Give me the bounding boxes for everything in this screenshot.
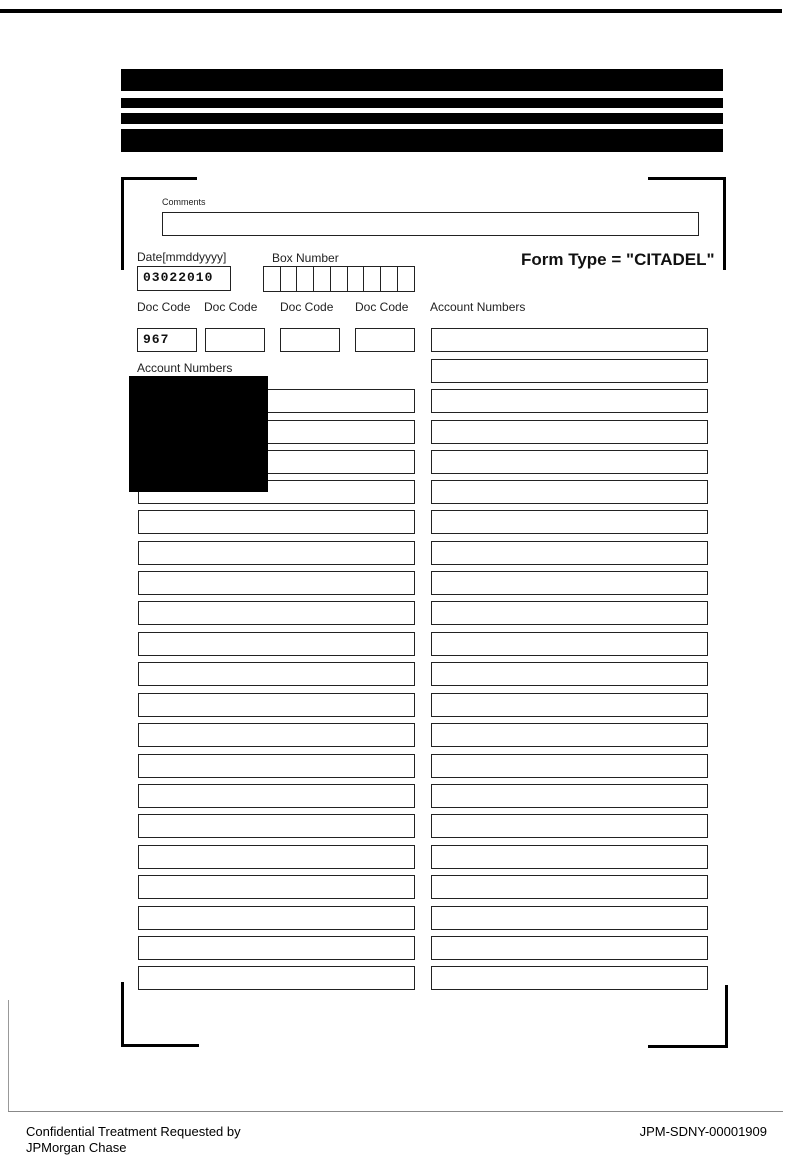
- account-number-field[interactable]: [138, 693, 415, 717]
- comments-field[interactable]: [162, 212, 699, 236]
- account-number-field[interactable]: [431, 571, 708, 595]
- account-number-field[interactable]: [431, 936, 708, 960]
- account-number-field[interactable]: [431, 784, 708, 808]
- top-border-line: [0, 9, 782, 13]
- box-number-label: Box Number: [272, 251, 339, 265]
- redaction-bar: [121, 113, 723, 124]
- doc-code-label: Doc Code: [355, 300, 409, 314]
- bates-number: JPM-SDNY-00001909: [639, 1124, 767, 1139]
- redaction-bar: [121, 98, 723, 108]
- redaction-bar: [121, 69, 723, 91]
- confidential-notice-line: Confidential Treatment Requested by: [26, 1124, 241, 1139]
- account-number-field[interactable]: [138, 814, 415, 838]
- box-number-cell: [280, 266, 298, 292]
- footer-divider: [8, 1111, 783, 1112]
- box-number-cell: [313, 266, 331, 292]
- doc-code-label: Doc Code: [137, 300, 191, 314]
- confidential-notice: [26, 1124, 241, 1156]
- account-number-field[interactable]: [431, 420, 708, 444]
- corner-mark-bottom-left: [121, 982, 199, 1047]
- doc-code-label: Doc Code: [204, 300, 258, 314]
- box-number-cell: [363, 266, 381, 292]
- doc-code-field[interactable]: [355, 328, 415, 352]
- account-number-field[interactable]: [431, 450, 708, 474]
- form-type-title: Form Type = "CITADEL": [521, 250, 715, 269]
- account-numbers-label: Account Numbers: [137, 361, 233, 375]
- doc-code-field[interactable]: 967: [137, 328, 197, 352]
- account-number-field[interactable]: [431, 966, 708, 990]
- account-number-field[interactable]: [138, 723, 415, 747]
- account-number-field[interactable]: [431, 845, 708, 869]
- redaction-block: [129, 376, 268, 492]
- box-number-cell: [380, 266, 398, 292]
- account-number-field[interactable]: [138, 541, 415, 565]
- account-number-field[interactable]: [431, 906, 708, 930]
- account-number-field[interactable]: [138, 845, 415, 869]
- account-number-field[interactable]: [138, 875, 415, 899]
- date-field[interactable]: 03022010: [137, 266, 231, 291]
- confidential-notice-line: JPMorgan Chase: [26, 1140, 127, 1155]
- account-number-field[interactable]: [138, 754, 415, 778]
- box-number-field[interactable]: [263, 266, 415, 292]
- account-number-field[interactable]: [431, 389, 708, 413]
- account-number-field[interactable]: [138, 966, 415, 990]
- corner-mark-bottom-right: [648, 985, 728, 1048]
- redaction-bar: [121, 129, 723, 152]
- date-label: Date[mmddyyyy]: [137, 250, 227, 264]
- box-number-cell: [263, 266, 281, 292]
- account-number-field[interactable]: [431, 480, 708, 504]
- box-number-cell: [397, 266, 415, 292]
- page-edge-line: [8, 1000, 9, 1112]
- account-number-field[interactable]: [431, 541, 708, 565]
- account-number-field[interactable]: [431, 359, 708, 383]
- box-number-cell: [347, 266, 365, 292]
- account-number-field[interactable]: [431, 754, 708, 778]
- account-number-field[interactable]: [138, 632, 415, 656]
- account-number-field[interactable]: [431, 723, 708, 747]
- account-number-field[interactable]: [138, 936, 415, 960]
- box-number-cell: [296, 266, 314, 292]
- account-number-field[interactable]: [138, 571, 415, 595]
- comments-label: Comments: [162, 197, 206, 207]
- doc-code-field[interactable]: [280, 328, 340, 352]
- account-number-field[interactable]: [431, 632, 708, 656]
- account-number-field[interactable]: [431, 814, 708, 838]
- account-numbers-label: Account Numbers: [430, 300, 526, 314]
- doc-code-field[interactable]: [205, 328, 265, 352]
- account-number-field[interactable]: [138, 601, 415, 625]
- account-number-field[interactable]: [138, 510, 415, 534]
- account-number-field[interactable]: [431, 601, 708, 625]
- account-number-field[interactable]: [138, 906, 415, 930]
- box-number-cell: [330, 266, 348, 292]
- account-number-field[interactable]: [431, 693, 708, 717]
- account-number-field[interactable]: [138, 784, 415, 808]
- account-number-field[interactable]: [431, 328, 708, 352]
- account-number-field[interactable]: [431, 510, 708, 534]
- account-number-field[interactable]: [431, 875, 708, 899]
- doc-code-label: Doc Code: [280, 300, 334, 314]
- account-number-field[interactable]: [431, 662, 708, 686]
- account-number-field[interactable]: [138, 662, 415, 686]
